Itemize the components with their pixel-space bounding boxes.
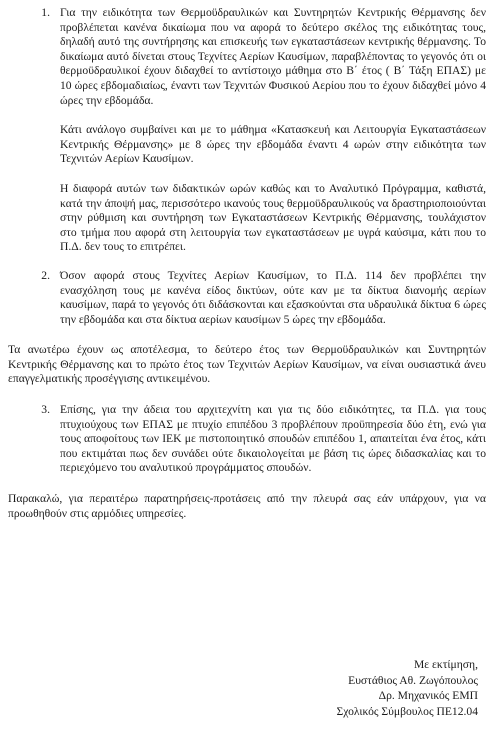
paragraph: Για την ειδικότητα των Θερμοϋδραυλικών και Συντηρητών Κεντρικής Θέρμανσης δεν προβλέπεται κανένα δικαίωμα που να αφορά το δεύτερο σκέλος της ειδικότητας τους, δηλαδή αυτό της συντήρησης και επισκευής των εγκαταστάσεων κεντρικής θέρμανσης. Το δικαίωμα αυτό δίνεται στους Τεχνίτες Αερίων Καυσίμων, παραβλέποντας το γεγονός ότι οι θερμοϋδραυλικοί έχουν διδαχθεί το αντίστοιχο μάθημα στο Β΄ έτος ( Β΄ Τάξη ΕΠΑΣ) με 10 ώρες εβδομαδιαίως, έναντι των Τεχνιτών Φυσικού Αερίου που το έχουν διδαχθεί μόνο 4 ώρες την εβδομάδα. xyxy=(60,6,486,107)
paragraph: Η διαφορά αυτών των διδακτικών ωρών καθώς και το Αναλυτικό Πρόγραμμα, καθιστά, κατά την άποψή μας, περισσότερο ικανούς τους θερμοϋδραυλικούς να δραστηριοποιούνται στην ρύθμιση και συντήρηση των Εγκαταστάσεων Κεντρικής Θέρμανσης, τουλάχιστον στο τμήμα που αφορά στη λειτουργία των εγκαταστάσεων με υγρά καύσιμα, κάτι που το Π.Δ. δεν τους το επιτρέπει. xyxy=(60,181,486,254)
list-item-body xyxy=(60,6,486,255)
list-item-number: 1. xyxy=(41,6,50,19)
closing-paragraph: Παρακαλώ, για περαιτέρω παρατηρήσεις-προτάσεις από την πλευρά σας εάν υπάρχουν, για να προωθηθούν στις αρμόδιες υπηρεσίες. xyxy=(8,492,486,520)
paragraph: Κάτι ανάλογο συμβαίνει και με το μάθημα «Κατασκευή και Λειτουργία Εγκαταστάσεων Κεντρικής Θέρμανσης» με 8 ώρες την εβδομάδα έναντι 4 ωρών στην ειδικότητα των Τεχνιτών Αερίων Καυσίμων. xyxy=(60,123,486,166)
list-item-number: 2. xyxy=(41,268,50,282)
list-item-number: 3. xyxy=(41,403,50,417)
signature-title: Δρ. Μηχανικός ΕΜΠ xyxy=(378,689,478,702)
paragraph: Επίσης, για την άδεια του αρχιτεχνίτη και για τις δύο ειδικότητες, τα Π.Δ. για τους πτυχιούχους των ΕΠΑΣ με πτυχίο επιπέδου 3 προβλέπουν προϋπηρεσία δύο έτη, ενώ για τους αποφοίτους των ΙΕΚ με πιστοποιητικό σπουδών επιπέδου 1, απαιτείται ένα έτος, κάτι που εκτιμάται πως δεν συνάδει ούτε δικαιολογείται με βάση τις ώρες διδασκαλίας και το περιεχόμενο του αναλυτικού προγράμματος σπουδών. xyxy=(60,403,486,475)
signature-name: Ευστάθιος Αθ. Ζωγόπουλος xyxy=(348,673,478,687)
paragraph: Όσον αφορά στους Τεχνίτες Αερίων Καυσίμων, το Π.Δ. 114 δεν προβλέπει την ενασχόληση τους με κανένα είδος δικτύων, ούτε καν με τα δίκτυα διανομής αερίων καυσίμων, παρά το γεγονός ότι διδάσκονται και εξασκούνται στα υδραυλικά δίκτυα 6 ώρες την εβδομάδα και στα δίκτυα αερίων καυσίμων 5 ώρες την εβδομάδα. xyxy=(60,268,486,326)
signature-block xyxy=(337,657,479,719)
signature-salutation: Με εκτίμηση, xyxy=(413,658,478,671)
summary-paragraph: Τα ανωτέρω έχουν ως αποτέλεσμα, το δεύτερο έτος των Θερμοϋδραυλικών και Συντηρητών Κεντρικής Θέρμανσης και το πρώτο έτος των Τεχνιτών Αερίων Καυσίμων, να είναι ουσιαστικά άνευ επαγγελματικής προσέγγισης αντικειμένου. xyxy=(8,343,486,386)
list-item-body xyxy=(60,403,486,476)
list-item-3 xyxy=(8,403,486,476)
list-item-1 xyxy=(8,6,486,255)
list-item-2 xyxy=(8,269,486,327)
list-item-body xyxy=(60,269,486,327)
signature-role: Σχολικός Σύμβουλος ΠΕ12.04 xyxy=(336,704,478,718)
